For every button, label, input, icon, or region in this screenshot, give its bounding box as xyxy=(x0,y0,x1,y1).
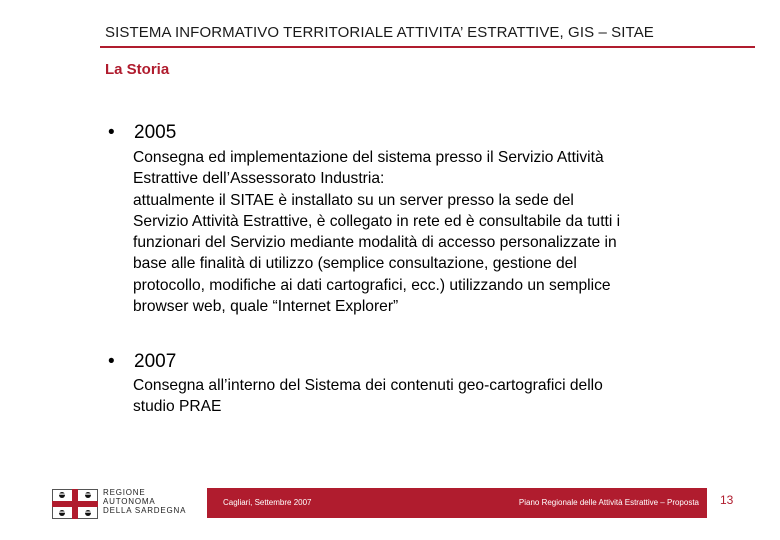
bullet-marker: • xyxy=(108,351,115,372)
footer-date: Cagliari, Settembre 2007 xyxy=(223,498,312,507)
paragraph-line: Estrattive dell’Assessorato Industria: xyxy=(133,170,385,188)
paragraph-line: base alle finalità di utilizzo (semplice consultazione, gestione del xyxy=(133,255,577,273)
footer-document-title: Piano Regionale delle Attività Estrattive – Proposta xyxy=(518,498,699,507)
region-line: AUTONOMA xyxy=(103,496,156,506)
paragraph-line: Consegna all’interno del Sistema dei contenuti geo-cartografici dello xyxy=(133,377,603,394)
paragraph-line: Consegna ed implementazione del sistema presso il Servizio Attività xyxy=(133,149,604,166)
paragraph-line: Servizio Attività Estrattive, è collegato in rete ed è consultabile da tutti i xyxy=(133,212,621,230)
page-number: 13 xyxy=(720,493,734,507)
header-divider xyxy=(100,46,755,48)
bullet-2005-text xyxy=(133,147,697,317)
paragraph-line: protocollo, modifiche ai dati cartografici, ecc.) utilizzando un semplice xyxy=(133,276,611,294)
paragraph-line: browser web, quale “Internet Explorer” xyxy=(133,298,399,316)
paragraph-line: attualmente il SITAE è installato su un server presso la sede del xyxy=(133,191,574,209)
paragraph-line: funzionari del Servizio mediante modalità di accesso personalizzate in xyxy=(133,234,617,252)
sardinia-four-moors-flag-icon xyxy=(52,489,98,519)
region-name xyxy=(103,489,186,515)
bullet-year: 2007 xyxy=(134,351,177,372)
bullet-2007-text xyxy=(133,375,697,418)
header-title: SISTEMA INFORMATIVO TERRITORIALE ATTIVITA’ ESTRATTIVE, GIS – SITAE xyxy=(105,24,654,41)
paragraph-line: studio PRAE xyxy=(133,398,222,416)
region-line: DELLA SARDEGNA xyxy=(103,505,187,515)
bullet-year: 2005 xyxy=(134,122,177,143)
region-line: REGIONE xyxy=(103,488,146,497)
section-title: La Storia xyxy=(105,61,170,78)
bullet-marker: • xyxy=(108,122,115,143)
footer-bar xyxy=(207,488,707,518)
bullet-2007 xyxy=(108,351,176,373)
bullet-2005 xyxy=(108,122,176,144)
